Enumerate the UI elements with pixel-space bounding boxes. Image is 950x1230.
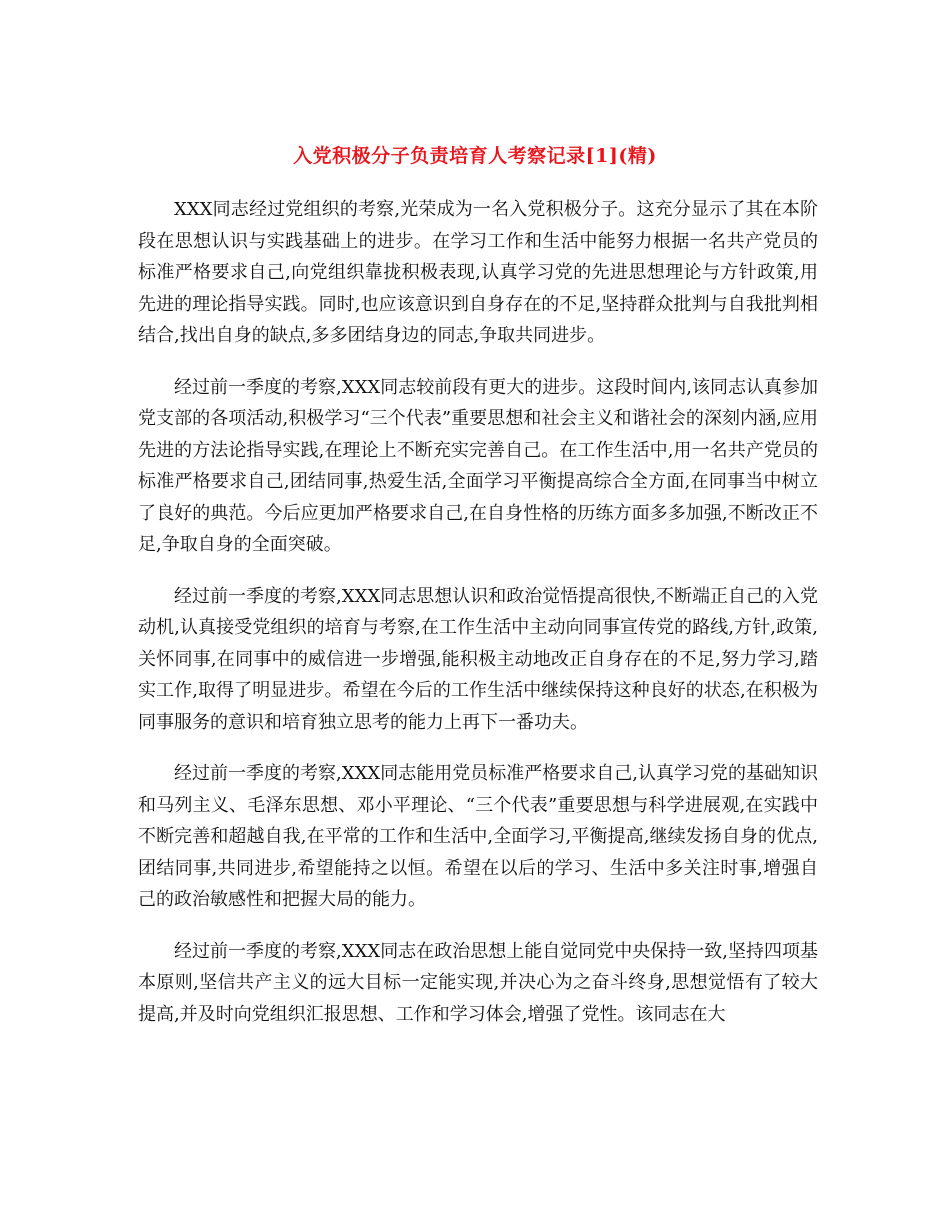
document-body [138, 194, 818, 1050]
paragraph-4: 经过前一季度的考察,XXX同志能用党员标准严格要求自己,认真学习党的基础知识和马列主义、毛泽东思想、邓小平理论、“三个代表”重要思想与科学进展观,在实践中不断完善和超越自我,在平常的工作和生活中,全面学习,平衡提高,继续发扬自身的优点,团结同事,共同进步,希望能持之以恒。希望在以后的学习、生活中多关注时事,增强自己的政治敏感性和把握大局的能力。 [138, 763, 818, 910]
paragraph-2: 经过前一季度的考察,XXX同志较前段有更大的进步。这段时间内,该同志认真参加党支部的各项活动,积极学习“三个代表”重要思想和社会主义和谐社会的深刻内涵,应用先进的方法论指导实践,在理论上不断充实完善自己。在工作生活中,用一名共产党员的标准严格要求自己,团结同事,热爱生活,全面学习平衡提高综合全方面,在同事当中树立了良好的典范。今后应更加严格要求自己,在自身性格的历练方面多多加强,不断改正不足,争取自身的全面突破。 [138, 376, 819, 555]
paragraph-5: 经过前一季度的考察,XXX同志在政治思想上能自觉同党中央保持一致,坚持四项基本原则,坚信共产主义的远大目标一定能实现,并决心为之奋斗终身,思想觉悟有了较大提高,并及时向党组织汇报思想、工作和学习体会,增强了党性。该同志在大 [138, 940, 818, 1025]
paragraph-3: 经过前一季度的考察,XXX同志思想认识和政治觉悟提高很快,不断端正自己的入党动机,认真接受党组织的培育与考察,在工作生活中主动向同事宣传党的路线,方针,政策,关怀同事,在同事中的威信进一步增强,能积极主动地改正自身存在的不足,努力学习,踏实工作,取得了明显进步。希望在今后的工作生活中继续保持这种良好的状态,在积极为同事服务的意识和培育独立思考的能力上再下一番功夫。 [138, 585, 818, 733]
paragraph-1: XXX同志经过党组织的考察,光荣成为一名入党积极分子。这充分显示了其在本阶段在思想认识与实践基础上的进步。在学习工作和生活中能努力根据一名共产党员的标准严格要求自己,向党组织靠拢积极表现,认真学习党的先进思想理论与方针政策,用先进的理论指导实践。同时,也应该意识到自身存在的不足,坚持群众批判与自我批判相结合,找出自身的缺点,多多团结身边的同志,争取共同进步。 [138, 199, 818, 346]
document-title: 入党积极分子负责培育人考察记录[1](精) [293, 145, 657, 167]
